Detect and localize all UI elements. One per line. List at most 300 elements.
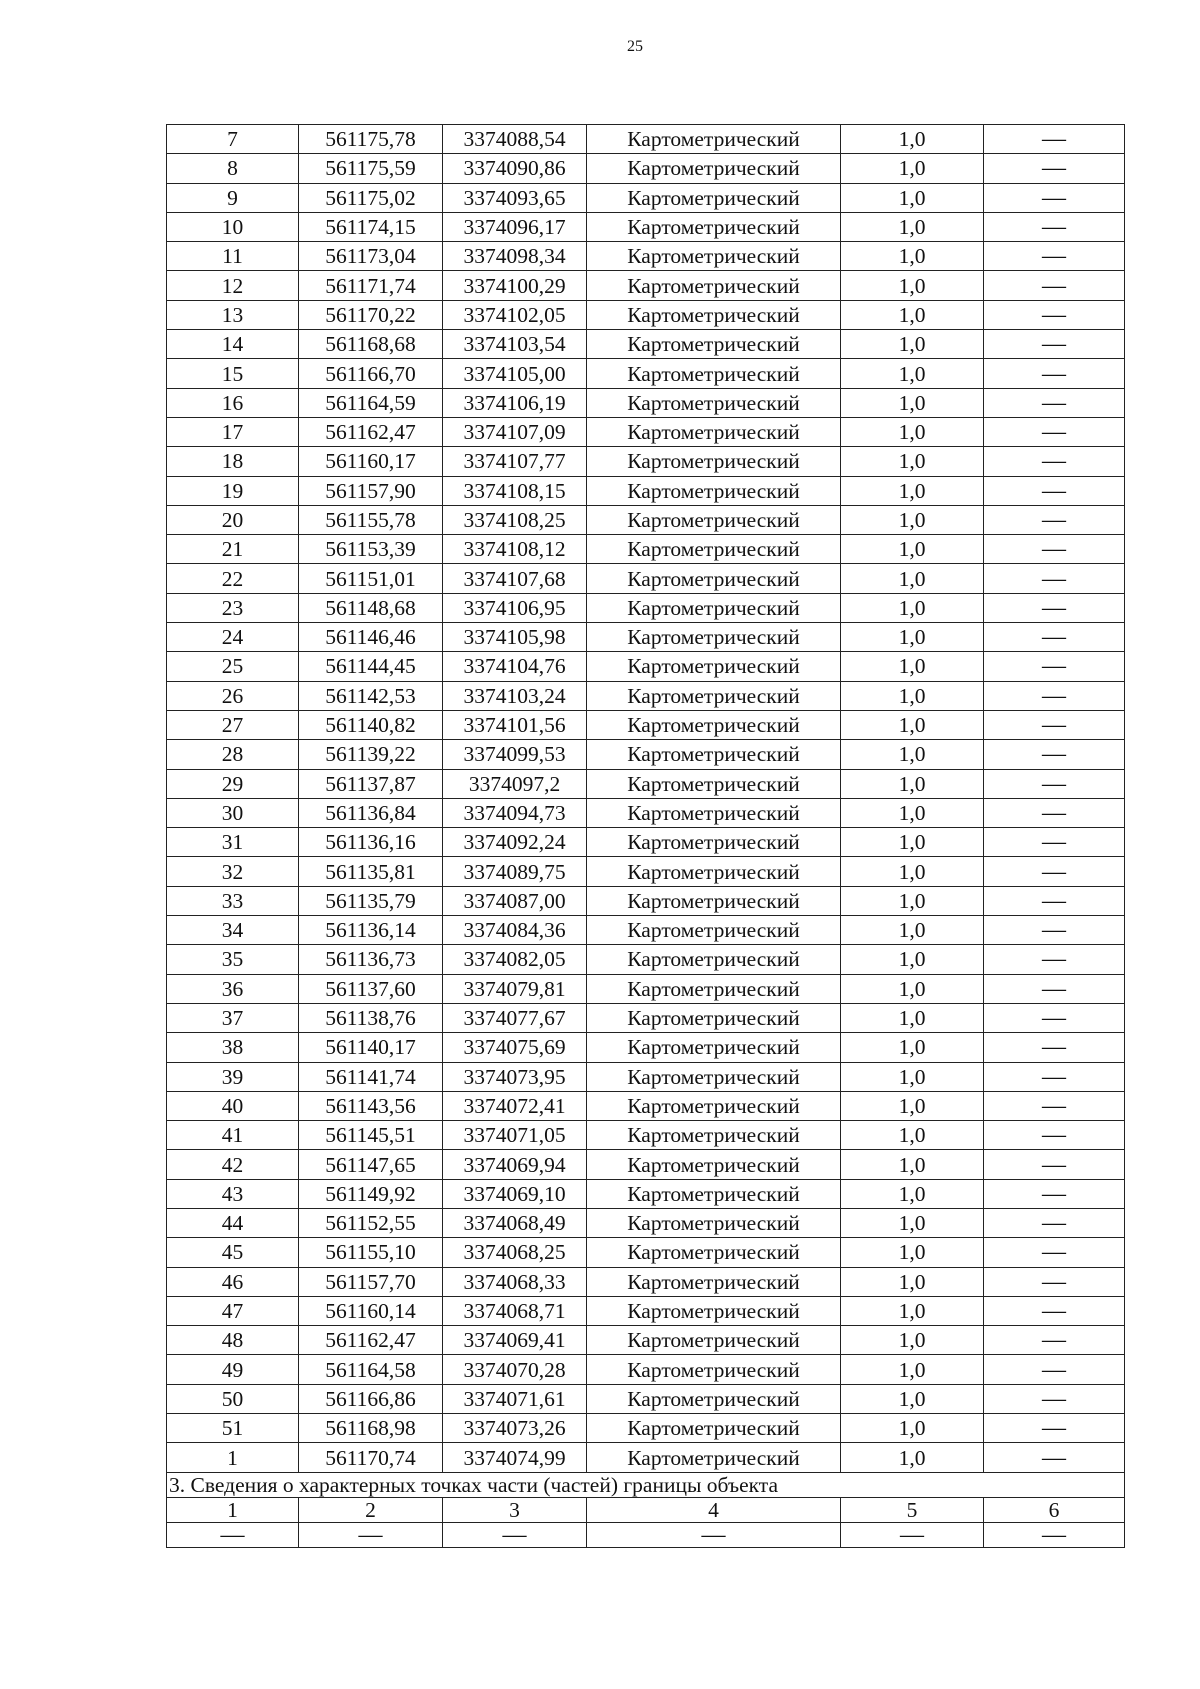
coordinates-table (166, 124, 1125, 1548)
description-cell: — (984, 242, 1125, 271)
coord-y-cell: 3374069,94 (443, 1150, 587, 1179)
section3-empty-cell: — (167, 1522, 299, 1547)
coord-y-cell: 3374094,73 (443, 798, 587, 827)
coord-x-cell: 561144,45 (299, 652, 443, 681)
coord-x-cell: 561147,65 (299, 1150, 443, 1179)
method-cell: Картометрический (587, 623, 841, 652)
table-row (167, 652, 1125, 681)
coord-y-cell: 3374084,36 (443, 916, 587, 945)
table-row (167, 886, 1125, 915)
point-number-cell: 38 (167, 1033, 299, 1062)
coord-y-cell: 3374075,69 (443, 1033, 587, 1062)
accuracy-cell: 1,0 (841, 535, 984, 564)
description-cell: — (984, 1326, 1125, 1355)
coord-x-cell: 561155,78 (299, 505, 443, 534)
coord-y-cell: 3374089,75 (443, 857, 587, 886)
coord-x-cell: 561164,58 (299, 1355, 443, 1384)
point-number-cell: 23 (167, 593, 299, 622)
table-row (167, 1326, 1125, 1355)
coord-x-cell: 561146,46 (299, 623, 443, 652)
table-row (167, 974, 1125, 1003)
section3-header-cell: 3 (443, 1497, 587, 1522)
point-number-cell: 51 (167, 1414, 299, 1443)
coord-y-cell: 3374096,17 (443, 212, 587, 241)
point-number-cell: 42 (167, 1150, 299, 1179)
coord-x-cell: 561174,15 (299, 212, 443, 241)
coord-x-cell: 561136,73 (299, 945, 443, 974)
section3-header-cell: 5 (841, 1497, 984, 1522)
description-cell: — (984, 1355, 1125, 1384)
coordinates-table-body (167, 125, 1125, 1473)
coord-x-cell: 561173,04 (299, 242, 443, 271)
accuracy-cell: 1,0 (841, 1121, 984, 1150)
method-cell: Картометрический (587, 183, 841, 212)
description-cell: — (984, 769, 1125, 798)
point-number-cell: 47 (167, 1296, 299, 1325)
point-number-cell: 14 (167, 330, 299, 359)
coord-y-cell: 3374077,67 (443, 1003, 587, 1032)
coord-x-cell: 561140,17 (299, 1033, 443, 1062)
accuracy-cell: 1,0 (841, 652, 984, 681)
method-cell: Картометрический (587, 769, 841, 798)
method-cell: Картометрический (587, 974, 841, 1003)
table-row (167, 1062, 1125, 1091)
description-cell: — (984, 1208, 1125, 1237)
coord-y-cell: 3374071,05 (443, 1121, 587, 1150)
description-cell: — (984, 564, 1125, 593)
point-number-cell: 36 (167, 974, 299, 1003)
coord-x-cell: 561175,78 (299, 125, 443, 154)
method-cell: Картометрический (587, 945, 841, 974)
method-cell: Картометрический (587, 388, 841, 417)
method-cell: Картометрический (587, 1296, 841, 1325)
method-cell: Картометрический (587, 652, 841, 681)
description-cell: — (984, 1091, 1125, 1120)
table-row (167, 535, 1125, 564)
point-number-cell: 15 (167, 359, 299, 388)
coord-y-cell: 3374107,77 (443, 447, 587, 476)
accuracy-cell: 1,0 (841, 242, 984, 271)
coord-x-cell: 561136,16 (299, 828, 443, 857)
method-cell: Картометрический (587, 1238, 841, 1267)
coord-y-cell: 3374074,99 (443, 1443, 587, 1472)
table-row (167, 125, 1125, 154)
coord-y-cell: 3374093,65 (443, 183, 587, 212)
section3-empty-cell: — (587, 1522, 841, 1547)
coord-y-cell: 3374092,24 (443, 828, 587, 857)
section3-empty-row (167, 1522, 1125, 1547)
section3-empty-cell: — (984, 1522, 1125, 1547)
coord-y-cell: 3374097,2 (443, 769, 587, 798)
coord-y-cell: 3374101,56 (443, 710, 587, 739)
description-cell: — (984, 271, 1125, 300)
coord-y-cell: 3374073,95 (443, 1062, 587, 1091)
coord-y-cell: 3374071,61 (443, 1384, 587, 1413)
method-cell: Картометрический (587, 271, 841, 300)
table-row (167, 1267, 1125, 1296)
description-cell: — (984, 916, 1125, 945)
description-cell: — (984, 974, 1125, 1003)
description-cell: — (984, 505, 1125, 534)
accuracy-cell: 1,0 (841, 593, 984, 622)
description-cell: — (984, 1179, 1125, 1208)
method-cell: Картометрический (587, 535, 841, 564)
coord-x-cell: 561135,79 (299, 886, 443, 915)
accuracy-cell: 1,0 (841, 388, 984, 417)
table-row (167, 1355, 1125, 1384)
coord-x-cell: 561160,17 (299, 447, 443, 476)
point-number-cell: 35 (167, 945, 299, 974)
coord-x-cell: 561175,02 (299, 183, 443, 212)
coord-x-cell: 561157,90 (299, 476, 443, 505)
table-row (167, 505, 1125, 534)
accuracy-cell: 1,0 (841, 1414, 984, 1443)
coord-y-cell: 3374103,24 (443, 681, 587, 710)
description-cell: — (984, 388, 1125, 417)
accuracy-cell: 1,0 (841, 945, 984, 974)
description-cell: — (984, 886, 1125, 915)
description-cell: — (984, 1003, 1125, 1032)
coord-x-cell: 561170,74 (299, 1443, 443, 1472)
method-cell: Картометрический (587, 476, 841, 505)
accuracy-cell: 1,0 (841, 564, 984, 593)
coord-y-cell: 3374108,25 (443, 505, 587, 534)
coord-x-cell: 561170,22 (299, 300, 443, 329)
table-row (167, 242, 1125, 271)
method-cell: Картометрический (587, 1384, 841, 1413)
method-cell: Картометрический (587, 1033, 841, 1062)
point-number-cell: 41 (167, 1121, 299, 1150)
description-cell: — (984, 183, 1125, 212)
accuracy-cell: 1,0 (841, 769, 984, 798)
method-cell: Картометрический (587, 154, 841, 183)
coord-x-cell: 561151,01 (299, 564, 443, 593)
point-number-cell: 12 (167, 271, 299, 300)
accuracy-cell: 1,0 (841, 505, 984, 534)
point-number-cell: 7 (167, 125, 299, 154)
table-row (167, 593, 1125, 622)
coord-y-cell: 3374070,28 (443, 1355, 587, 1384)
point-number-cell: 26 (167, 681, 299, 710)
method-cell: Картометрический (587, 593, 841, 622)
description-cell: — (984, 476, 1125, 505)
coord-y-cell: 3374087,00 (443, 886, 587, 915)
point-number-cell: 49 (167, 1355, 299, 1384)
section3-header-cell: 2 (299, 1497, 443, 1522)
point-number-cell: 11 (167, 242, 299, 271)
method-cell: Картометрический (587, 1121, 841, 1150)
coord-x-cell: 561166,86 (299, 1384, 443, 1413)
coord-x-cell: 561166,70 (299, 359, 443, 388)
method-cell: Картометрический (587, 1150, 841, 1179)
method-cell: Картометрический (587, 212, 841, 241)
table-row (167, 1150, 1125, 1179)
accuracy-cell: 1,0 (841, 857, 984, 886)
coord-y-cell: 3374069,10 (443, 1179, 587, 1208)
description-cell: — (984, 623, 1125, 652)
point-number-cell: 27 (167, 710, 299, 739)
description-cell: — (984, 417, 1125, 446)
method-cell: Картометрический (587, 1091, 841, 1120)
accuracy-cell: 1,0 (841, 359, 984, 388)
section3-empty-cell: — (299, 1522, 443, 1547)
table-row (167, 300, 1125, 329)
table-row (167, 1091, 1125, 1120)
accuracy-cell: 1,0 (841, 916, 984, 945)
coord-y-cell: 3374098,34 (443, 242, 587, 271)
table-row (167, 945, 1125, 974)
table-row (167, 271, 1125, 300)
table-row (167, 359, 1125, 388)
coord-x-cell: 561157,70 (299, 1267, 443, 1296)
coord-x-cell: 561143,56 (299, 1091, 443, 1120)
coord-y-cell: 3374108,15 (443, 476, 587, 505)
coord-y-cell: 3374107,68 (443, 564, 587, 593)
coord-x-cell: 561153,39 (299, 535, 443, 564)
accuracy-cell: 1,0 (841, 1179, 984, 1208)
description-cell: — (984, 535, 1125, 564)
method-cell: Картометрический (587, 828, 841, 857)
point-number-cell: 22 (167, 564, 299, 593)
point-number-cell: 32 (167, 857, 299, 886)
accuracy-cell: 1,0 (841, 330, 984, 359)
point-number-cell: 16 (167, 388, 299, 417)
description-cell: — (984, 945, 1125, 974)
accuracy-cell: 1,0 (841, 1384, 984, 1413)
point-number-cell: 45 (167, 1238, 299, 1267)
coord-x-cell: 561141,74 (299, 1062, 443, 1091)
method-cell: Картометрический (587, 681, 841, 710)
coord-y-cell: 3374106,19 (443, 388, 587, 417)
section3-title-row (167, 1472, 1125, 1497)
point-number-cell: 44 (167, 1208, 299, 1237)
page-number: 25 (627, 38, 643, 55)
accuracy-cell: 1,0 (841, 886, 984, 915)
method-cell: Картометрический (587, 1208, 841, 1237)
coord-y-cell: 3374072,41 (443, 1091, 587, 1120)
method-cell: Картометрический (587, 330, 841, 359)
point-number-cell: 21 (167, 535, 299, 564)
table-row (167, 154, 1125, 183)
accuracy-cell: 1,0 (841, 1150, 984, 1179)
coord-y-cell: 3374105,98 (443, 623, 587, 652)
method-cell: Картометрический (587, 1003, 841, 1032)
coord-x-cell: 561148,68 (299, 593, 443, 622)
table-row (167, 1179, 1125, 1208)
section3-empty-cell: — (841, 1522, 984, 1547)
method-cell: Картометрический (587, 1179, 841, 1208)
coord-y-cell: 3374079,81 (443, 974, 587, 1003)
section3-header-row (167, 1497, 1125, 1522)
accuracy-cell: 1,0 (841, 212, 984, 241)
coord-y-cell: 3374068,71 (443, 1296, 587, 1325)
table-row (167, 330, 1125, 359)
method-cell: Картометрический (587, 505, 841, 534)
description-cell: — (984, 1384, 1125, 1413)
section3-block (167, 1472, 1125, 1547)
method-cell: Картометрический (587, 1267, 841, 1296)
point-number-cell: 39 (167, 1062, 299, 1091)
description-cell: — (984, 1443, 1125, 1472)
point-number-cell: 33 (167, 886, 299, 915)
accuracy-cell: 1,0 (841, 1267, 984, 1296)
table-row (167, 417, 1125, 446)
accuracy-cell: 1,0 (841, 623, 984, 652)
method-cell: Картометрический (587, 300, 841, 329)
description-cell: — (984, 330, 1125, 359)
method-cell: Картометрический (587, 417, 841, 446)
accuracy-cell: 1,0 (841, 300, 984, 329)
coord-y-cell: 3374102,05 (443, 300, 587, 329)
point-number-cell: 10 (167, 212, 299, 241)
description-cell: — (984, 154, 1125, 183)
accuracy-cell: 1,0 (841, 1003, 984, 1032)
method-cell: Картометрический (587, 1062, 841, 1091)
description-cell: — (984, 212, 1125, 241)
accuracy-cell: 1,0 (841, 125, 984, 154)
coord-y-cell: 3374106,95 (443, 593, 587, 622)
section3-header-cell: 1 (167, 1497, 299, 1522)
point-number-cell: 13 (167, 300, 299, 329)
point-number-cell: 46 (167, 1267, 299, 1296)
accuracy-cell: 1,0 (841, 798, 984, 827)
table-row (167, 916, 1125, 945)
coord-y-cell: 3374082,05 (443, 945, 587, 974)
method-cell: Картометрический (587, 740, 841, 769)
point-number-cell: 48 (167, 1326, 299, 1355)
accuracy-cell: 1,0 (841, 271, 984, 300)
method-cell: Картометрический (587, 1414, 841, 1443)
coord-x-cell: 561162,47 (299, 1326, 443, 1355)
coord-x-cell: 561175,59 (299, 154, 443, 183)
method-cell: Картометрический (587, 125, 841, 154)
method-cell: Картометрический (587, 798, 841, 827)
accuracy-cell: 1,0 (841, 828, 984, 857)
point-number-cell: 40 (167, 1091, 299, 1120)
accuracy-cell: 1,0 (841, 1443, 984, 1472)
point-number-cell: 37 (167, 1003, 299, 1032)
accuracy-cell: 1,0 (841, 417, 984, 446)
coord-y-cell: 3374099,53 (443, 740, 587, 769)
section3-header-cell: 4 (587, 1497, 841, 1522)
coord-y-cell: 3374088,54 (443, 125, 587, 154)
method-cell: Картометрический (587, 1355, 841, 1384)
coord-y-cell: 3374105,00 (443, 359, 587, 388)
description-cell: — (984, 857, 1125, 886)
accuracy-cell: 1,0 (841, 447, 984, 476)
description-cell: — (984, 710, 1125, 739)
coord-y-cell: 3374090,86 (443, 154, 587, 183)
description-cell: — (984, 798, 1125, 827)
table-row (167, 1238, 1125, 1267)
description-cell: — (984, 740, 1125, 769)
accuracy-cell: 1,0 (841, 681, 984, 710)
point-number-cell: 1 (167, 1443, 299, 1472)
method-cell: Картометрический (587, 857, 841, 886)
table-row (167, 623, 1125, 652)
description-cell: — (984, 1238, 1125, 1267)
coord-y-cell: 3374068,25 (443, 1238, 587, 1267)
coord-x-cell: 561155,10 (299, 1238, 443, 1267)
method-cell: Картометрический (587, 359, 841, 388)
point-number-cell: 9 (167, 183, 299, 212)
description-cell: — (984, 593, 1125, 622)
accuracy-cell: 1,0 (841, 1033, 984, 1062)
description-cell: — (984, 1267, 1125, 1296)
point-number-cell: 50 (167, 1384, 299, 1413)
description-cell: — (984, 1121, 1125, 1150)
method-cell: Картометрический (587, 447, 841, 476)
table-row (167, 828, 1125, 857)
accuracy-cell: 1,0 (841, 183, 984, 212)
coord-y-cell: 3374073,26 (443, 1414, 587, 1443)
coord-y-cell: 3374103,54 (443, 330, 587, 359)
coord-x-cell: 561171,74 (299, 271, 443, 300)
method-cell: Картометрический (587, 1443, 841, 1472)
accuracy-cell: 1,0 (841, 1326, 984, 1355)
coord-x-cell: 561138,76 (299, 1003, 443, 1032)
coord-y-cell: 3374107,09 (443, 417, 587, 446)
section3-header-cell: 6 (984, 1497, 1125, 1522)
point-number-cell: 31 (167, 828, 299, 857)
accuracy-cell: 1,0 (841, 1062, 984, 1091)
description-cell: — (984, 1296, 1125, 1325)
table-row (167, 476, 1125, 505)
accuracy-cell: 1,0 (841, 1091, 984, 1120)
point-number-cell: 34 (167, 916, 299, 945)
coord-x-cell: 561137,87 (299, 769, 443, 798)
description-cell: — (984, 300, 1125, 329)
point-number-cell: 28 (167, 740, 299, 769)
table-row (167, 769, 1125, 798)
table-row (167, 1414, 1125, 1443)
method-cell: Картометрический (587, 1326, 841, 1355)
point-number-cell: 18 (167, 447, 299, 476)
table-row (167, 388, 1125, 417)
description-cell: — (984, 652, 1125, 681)
table-row (167, 564, 1125, 593)
method-cell: Картометрический (587, 886, 841, 915)
accuracy-cell: 1,0 (841, 740, 984, 769)
coord-x-cell: 561164,59 (299, 388, 443, 417)
coord-y-cell: 3374108,12 (443, 535, 587, 564)
coord-y-cell: 3374068,49 (443, 1208, 587, 1237)
method-cell: Картометрический (587, 242, 841, 271)
description-cell: — (984, 1414, 1125, 1443)
table-row (167, 1384, 1125, 1413)
coord-x-cell: 561136,14 (299, 916, 443, 945)
coord-x-cell: 561162,47 (299, 417, 443, 446)
point-number-cell: 25 (167, 652, 299, 681)
coord-x-cell: 561139,22 (299, 740, 443, 769)
coord-x-cell: 561168,68 (299, 330, 443, 359)
coord-x-cell: 561135,81 (299, 857, 443, 886)
point-number-cell: 19 (167, 476, 299, 505)
coord-x-cell: 561136,84 (299, 798, 443, 827)
table-row (167, 1121, 1125, 1150)
accuracy-cell: 1,0 (841, 1238, 984, 1267)
description-cell: — (984, 359, 1125, 388)
point-number-cell: 30 (167, 798, 299, 827)
accuracy-cell: 1,0 (841, 1296, 984, 1325)
point-number-cell: 29 (167, 769, 299, 798)
table-row (167, 681, 1125, 710)
accuracy-cell: 1,0 (841, 476, 984, 505)
coord-y-cell: 3374069,41 (443, 1326, 587, 1355)
table-row (167, 1296, 1125, 1325)
section3-empty-cell: — (443, 1522, 587, 1547)
table-row (167, 1208, 1125, 1237)
